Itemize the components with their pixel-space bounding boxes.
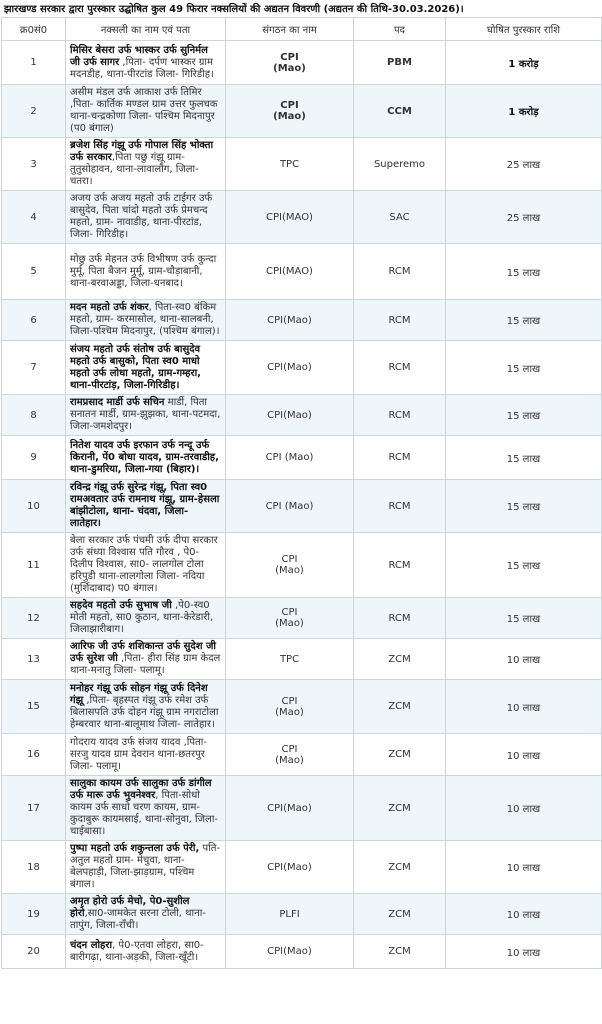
cell-position: ZCM [354,734,446,776]
cell-reward: 15 लाख [446,341,602,395]
cell-serial: 9 [2,436,66,480]
cell-name-address [66,639,226,680]
cell-organization: CPI (Mao) [226,436,354,480]
header-position: पद [354,18,446,41]
cell-organization: PLFI [226,894,354,935]
name-bold-text: सालुका कायम उर्फ सालुका उर्फ डांगील उर्फ मारू उर्फ भुवनेश्वर [70,778,212,801]
cell-serial: 4 [2,191,66,244]
cell-name-address [66,776,226,841]
name-address-text: असीम मंडल उर्फ आकाश उर्फ तिमिर ,पिता- कार्तिक मण्डल ग्राम उत्तर फुलचक थाना-चन्द्रकोणा जिला- पश्चिम मिदनापुर (प0 बंगाल) [70,87,218,134]
cell-serial: 18 [2,841,66,894]
name-bold-text: मिसिर बेसरा उर्फ भास्कर उर्फ सुनिर्मल जी उर्फ सागर [70,44,208,68]
cell-serial: 6 [2,300,66,341]
cell-position: ZCM [354,935,446,969]
name-address-text: ,पे0-स्व0 मोती महतो, सा0 कुठान, थाना-केरेडारी, जिलाझारीबाग। [70,600,214,635]
cell-organization: CPI (Mao) [226,85,354,138]
cell-organization: TPC [226,138,354,191]
name-bold-text: ब्रजेश सिंह गंझू उर्फ गोपाल सिंह भोक्ता उर्फ सरकार [70,140,214,163]
header-serial: क्र0सं0 [2,18,66,41]
table-row [2,639,602,680]
cell-serial: 19 [2,894,66,935]
cell-name-address [66,300,226,341]
name-bold-text: रामप्रसाद मार्डी उर्फ सचिन [70,397,165,408]
cell-name-address [66,894,226,935]
name-bold-text: पुष्पा महतो उर्फ शकुन्तला उर्फ पेरी, [70,843,200,854]
cell-name-address [66,395,226,436]
cell-position: RCM [354,395,446,436]
cell-organization: CPI(MAO) [226,191,354,244]
cell-position: RCM [354,300,446,341]
cell-position: ZCM [354,776,446,841]
table-body [2,41,602,969]
table-row [2,480,602,533]
name-address-text: गोदराय यादव उर्फ संजय यादव ,पिता-सरजु यादव ग्राम देवरान थाना-छतरपुर जिला- पलामू। [70,736,207,772]
table-row [2,191,602,244]
cell-position: SAC [354,191,446,244]
cell-position: RCM [354,480,446,533]
cell-organization: CPI (Mao) [226,734,354,776]
reward-table [1,17,602,969]
cell-serial: 13 [2,639,66,680]
name-address-text: अजय उर्फ अजय महतो उर्फ टाईगर उर्फ बासुदेव, पिता चांदो महतो उर्फ प्रेमचन्द महतो, ग्राम- नावाडीह, थाना-पीरटांड, जिला- गिरिडीह। [70,193,213,240]
table-row [2,598,602,639]
cell-reward: 10 लाख [446,734,602,776]
name-address-text: ,सा0-जामकेत सरना टोली, थाना-तापुंग, जिला-राँची। [70,908,206,931]
cell-reward: 1 करोड़ [446,41,602,85]
table-row [2,935,602,969]
table-row [2,894,602,935]
cell-organization: CPI (Mao) [226,480,354,533]
cell-organization: CPI (Mao) [226,533,354,598]
cell-position: RCM [354,533,446,598]
name-bold-text: चंदन लोहरा [70,939,113,951]
cell-organization: TPC [226,639,354,680]
cell-position: Superemo [354,138,446,191]
name-address-text: , पे0-एतवा लोहरा, सा0-बारीगढ़ा, थाना-अड़की, जिला-खूँटी। [70,939,204,963]
cell-organization: CPI (Mao) [226,680,354,734]
cell-organization: CPI(MAO) [226,244,354,300]
cell-organization: CPI (Mao) [226,598,354,639]
cell-position: PBM [354,41,446,85]
cell-serial: 17 [2,776,66,841]
cell-serial: 8 [2,395,66,436]
cell-organization: CPI(Mao) [226,841,354,894]
table-row [2,41,602,85]
cell-organization: CPI(Mao) [226,395,354,436]
cell-reward: 25 लाख [446,191,602,244]
name-bold-text: सहदेव महतो उर्फ सुभाष जी [70,600,172,611]
name-bold-text: नितेश यादव उर्फ इरफान उर्फ नन्दू उर्फ किरानी, पें0 बोधा यादव, ग्राम-तरवाडीह, थाना-डुमरिया, जिला-गया (बिहार)। [70,439,219,475]
cell-serial: 12 [2,598,66,639]
table-row [2,244,602,300]
table-row [2,680,602,734]
cell-reward: 25 लाख [446,138,602,191]
cell-organization: CPI(Mao) [226,300,354,341]
cell-reward: 1 करोड़ [446,85,602,138]
cell-position: ZCM [354,639,446,680]
cell-position: ZCM [354,894,446,935]
table-row [2,776,602,841]
cell-name-address [66,436,226,480]
name-address-text: मार्डी, पिता सनातन मार्डी, ग्राम-झुझका, थाना-पटमदा, जिला-जमशेदपुर। [70,397,221,432]
cell-name-address [66,41,226,85]
cell-name-address [66,841,226,894]
table-row [2,138,602,191]
table-row [2,85,602,138]
cell-serial: 5 [2,244,66,300]
name-address-text: ,पिता- बृहस्पत गंझू उर्फ रमेश उर्फ बिलासपति उर्फ दोहन गंझू ग्राम नगराटोला हेम्बरवार थाना-बालूमाथ जिला- लातेहार। [70,694,219,730]
cell-organization: CPI(Mao) [226,935,354,969]
cell-name-address [66,341,226,395]
name-address-text: ,पिता पछु गंझू ग्राम-तुतुसोहावन, थाना-लावालौंग, जिला-चतरा। [70,152,199,187]
cell-name-address [66,533,226,598]
header-name: नक्सली का नाम एवं पता [66,18,226,41]
cell-position: RCM [354,436,446,480]
table-row [2,841,602,894]
name-address-text: ,पिता- हीरा सिंह ग्राम केदल थाना-मनातु जिला- पलामू। [70,653,221,676]
cell-reward: 15 लाख [446,300,602,341]
cell-reward: 10 लाख [446,639,602,680]
header-reward: घोषित पुरस्कार राशि [446,18,602,41]
cell-organization: CPI(Mao) [226,341,354,395]
cell-position: CCM [354,85,446,138]
cell-name-address [66,138,226,191]
cell-name-address [66,85,226,138]
cell-position: ZCM [354,841,446,894]
table-row [2,734,602,776]
cell-organization: CPI(Mao) [226,776,354,841]
name-bold-text: संजय महतो उर्फ संतोष उर्फ बासुदेव महतो उर्फ बासुको, पिता स्व0 माधो महतो उर्फ लोधा महतो, ग्राम-गम्हरा, थाना-पीरटांड़, जिला-गिरिडीह। [70,343,201,391]
cell-reward: 15 लाख [446,244,602,300]
cell-serial: 20 [2,935,66,969]
name-bold-text: मदन महतो उर्फ शंकर [70,302,149,313]
cell-name-address [66,480,226,533]
cell-position: ZCM [354,680,446,734]
cell-reward: 10 लाख [446,841,602,894]
page-title: झारखण्ड सरकार द्वारा पुरस्कार उद्घोषित कुल 49 फिरार नक्सलियों की अद्यतन विवरणी (अद्यतन की तिथि-30.03.2026)। [4,4,464,15]
cell-reward: 15 लाख [446,436,602,480]
cell-position: RCM [354,341,446,395]
cell-name-address [66,244,226,300]
cell-name-address [66,734,226,776]
cell-serial: 3 [2,138,66,191]
table-row [2,533,602,598]
table-row [2,341,602,395]
table-row [2,300,602,341]
name-address-text: पति-अतुल महतो ग्राम- मेचुवा, थाना-बेलपहाड़ी, जिला-झाड़ग्राम, पश्चिम बंगाल। [70,843,221,890]
cell-organization: CPI (Mao) [226,41,354,85]
cell-reward: 15 लाख [446,395,602,436]
cell-serial: 11 [2,533,66,598]
header-organization: संगठन का नाम [226,18,354,41]
cell-reward: 10 लाख [446,776,602,841]
table-header-row [2,18,602,41]
name-address-text: बेला सरकार उर्फ पंचमी उर्फ दीपा सरकार उर्फ संध्या विश्वास पति गौरव , पे0- दिलीप विश्वास, सा0- लालगोल टोला हरिपुडी थाना-लालगोला जिला- नदिया (मुर्शिदाबाद) प0 बंगाल। [70,535,218,594]
cell-name-address [66,680,226,734]
cell-serial: 1 [2,41,66,85]
cell-reward: 10 लाख [446,935,602,969]
cell-name-address [66,191,226,244]
table-row [2,395,602,436]
name-bold-text: रविन्द्र गंझू उर्फ सुरेन्द्र गंझू, पिता स्व0 रामअवतार उर्फ रामनाथ गंझू, ग्राम-हेसला बांझीटोला, थाना- चंदवा, जिला- लातेहार। [70,482,220,529]
cell-reward: 15 लाख [446,598,602,639]
name-address-text: , पिता-सोधो कायम उर्फ साधो चरण कायम, ग्राम-कुदाबुरू कायमसाई, थाना-सोनुवा, जिला-चाईबासा। [70,790,219,837]
cell-name-address [66,598,226,639]
cell-serial: 10 [2,480,66,533]
cell-reward: 15 लाख [446,533,602,598]
cell-name-address [66,935,226,969]
name-bold-text: आरिफ जी उर्फ शशिकान्त उर्फ सुदेश जी उर्फ सुरेश जी [70,641,217,664]
cell-reward: 10 लाख [446,680,602,734]
cell-reward: 10 लाख [446,894,602,935]
name-bold-text: मनोहर गंझू उर्फ सोहन गंझू उर्फ दिनेश गंझू [70,682,208,706]
name-address-text: ,पिता- दर्पण भास्कर ग्राम मदनडीह, थाना-पीरटांड जिला- गिरिडीह। [70,56,214,80]
cell-serial: 16 [2,734,66,776]
cell-serial: 7 [2,341,66,395]
cell-position: RCM [354,244,446,300]
cell-serial: 2 [2,85,66,138]
table-row [2,436,602,480]
name-address-text: , पिता-स्व0 बंकिम महतो, ग्राम- करमासोल, थाना-सालबनी, जिला-पश्चिम मिदनापुर, (पश्चिम बंगाल)। [70,302,220,337]
name-bold-text: अमृत होरो उर्फ मेचो, पे0-सुशील होरो [70,896,190,919]
name-address-text: मोछु उर्फ मेहनत उर्फ विभीषण उर्फ कुन्दा मुर्मू, पिता बैजन मुर्मू, ग्राम-चौड़ाबानी, थाना-बरवाअड्डा, जिला-धनबाद। [70,253,217,289]
cell-serial: 15 [2,680,66,734]
cell-reward: 15 लाख [446,480,602,533]
cell-position: RCM [354,598,446,639]
